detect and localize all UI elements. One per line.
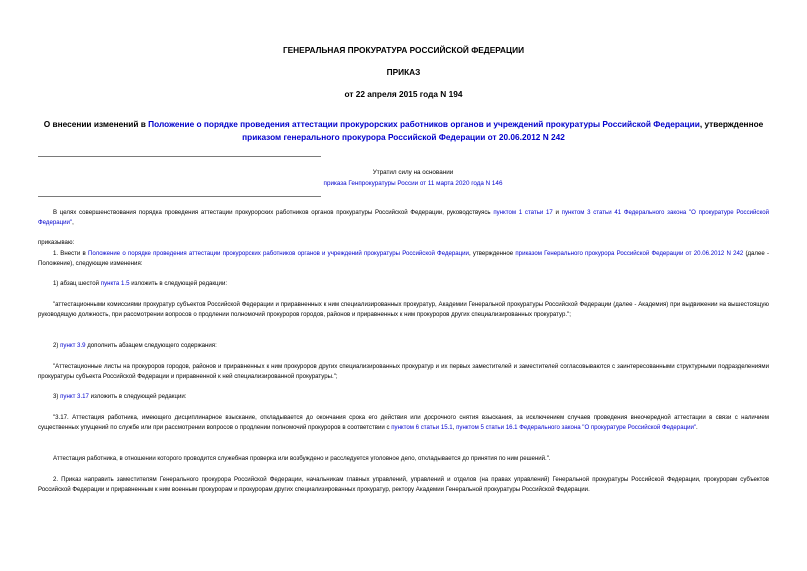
document-date-number: от 22 апреля 2015 года N 194 — [344, 89, 463, 99]
paragraph-subitem-1 — [38, 279, 769, 289]
paragraph-preamble — [38, 208, 769, 228]
repeal-note — [284, 167, 542, 189]
paragraph-text: "3.17. Аттестация работника, имеющего дисциплинарное взыскание, откладывается до окончания срока его действия или досрочного снятия взыскания, за исключением случаев проведения внеочередной аттестации в связи с наличием существенных упущений по службе или при рассмотрении вопросов о продлении полномочий прокуроров в соответствии с — [38, 414, 769, 432]
regulation-link-body[interactable]: Положение о порядке проведения аттестации прокурорских работников органов и учреждений прокуратуры Российской Федерации — [87, 250, 469, 257]
order-2012-link[interactable]: приказом генерального прокурора Российской Федерации от 20.06.2012 N 242 — [242, 131, 565, 142]
divider-top — [38, 156, 321, 157]
paragraph-text: В целях совершенствования порядка проведения аттестации прокурорских работников органов прокуратуры Российской Федерации, руководствуясь — [53, 209, 494, 216]
clause-1-5-link[interactable]: пункта 1.5 — [100, 280, 130, 287]
title-prefix: О внесении изменений в — [43, 119, 149, 129]
paragraph-quote-4: Аттестация работника, в отношении которого проводится служебная проверка или возбуждено и расследуется уголовное дело, откладывается до принятия по ним решений.". — [53, 455, 551, 462]
paragraph-text: , утвержденное — [468, 250, 516, 257]
paragraph-quote-3 — [38, 413, 769, 433]
paragraph-text: изложить в следующей редакции: — [129, 280, 228, 287]
document-type: ПРИКАЗ — [386, 67, 421, 77]
divider-bottom — [38, 196, 321, 197]
paragraph-text: дополнить абзацем следующего содержания: — [85, 342, 217, 349]
paragraph-text: изложить в следующей редакции: — [88, 393, 187, 400]
paragraph-subitem-3 — [38, 392, 769, 402]
paragraph-quote-2: "Аттестационные листы на прокуроров городов, районов и приравненных к ним прокуроров других специализированных прокуратур и их первых заместителей и заместителей согласовываются с заинтересованными структурными подразделениями прокуратуры субъекта Российской Федерации и приравненной к ней специализированной прокуратуры."; — [38, 363, 769, 381]
repeal-order-link[interactable]: приказа Генпрокуратуры России от 11 марта 2020 года N 146 — [323, 180, 503, 187]
document-title — [38, 118, 769, 143]
regulation-link[interactable]: Положение о порядке проведения аттестации прокурорских работников органов и учреждений прокуратуры Российской Федерации — [148, 119, 700, 129]
paragraph-text: , — [72, 219, 74, 227]
paragraph-text: . — [696, 424, 698, 432]
paragraph-text: 2) — [53, 342, 61, 349]
article-17-link[interactable]: пунктом 1 статьи 17 — [493, 209, 553, 216]
paragraph-text: и — [552, 209, 562, 216]
repeal-note-text: Утратил силу на основании — [372, 169, 454, 176]
paragraph-order: приказываю: — [38, 239, 75, 246]
order-2012-link-body[interactable]: приказом Генерального прокурора Российской Федерации от 20.06.2012 N 242 — [515, 250, 744, 257]
title-middle: , утвержденное — [699, 119, 764, 129]
paragraph-text: 1) абзац шестой — [53, 280, 101, 287]
paragraph-text: 1. Внести в — [53, 250, 88, 257]
clause-3-17-link[interactable]: пункт 3.17 — [60, 393, 89, 400]
paragraph-text: 3) — [53, 393, 61, 400]
paragraph-text: , — [452, 424, 457, 432]
article-15-1-link[interactable]: пунктом 6 статьи 15.1 — [391, 424, 453, 432]
paragraph-item-1 — [38, 249, 769, 269]
paragraph-text: (далее - Положение), следующие изменения: — [38, 250, 769, 268]
clause-3-9-link[interactable]: пункт 3.9 — [60, 342, 86, 349]
paragraph-quote-1: "аттестационными комиссиями прокуратур субъектов Российской Федерации и приравненных к ним специализированных прокуратур, Академии Генеральной прокуратуры Российской Федерации (далее - Академия) при выдвижении на вышестоящую руководящую должность, при рассмотрении вопросов о продлении полномочий прокуроров городов, районов и приравненных к ним прокуроров других специализированных прокуратур."; — [38, 301, 769, 319]
paragraph-subitem-2 — [38, 341, 769, 351]
issuing-authority: ГЕНЕРАЛЬНАЯ ПРОКУРАТУРА РОССИЙСКОЙ ФЕДЕРАЦИИ — [282, 45, 525, 55]
article-16-1-link[interactable]: пунктом 5 статьи 16.1 Федерального закона "О прокуратуре Российской Федерации" — [456, 424, 697, 432]
article-41-link[interactable]: пунктом 3 статьи 41 Федерального закона "О прокуратуре Российской Федерации" — [38, 209, 769, 227]
paragraph-item-2: 2. Приказ направить заместителям Генерального прокурора Российской Федерации, начальникам главных управлений, управлений и отделов (на правах управлений) Генеральной прокуратуры Российской Федерации, прокурорам субъектов Российской Федерации и приравненным к ним военным прокурорам и прокурорам других специализированных прокуратур, ректору Академии Генеральной прокуратуры Российской Федерации. — [38, 476, 769, 494]
